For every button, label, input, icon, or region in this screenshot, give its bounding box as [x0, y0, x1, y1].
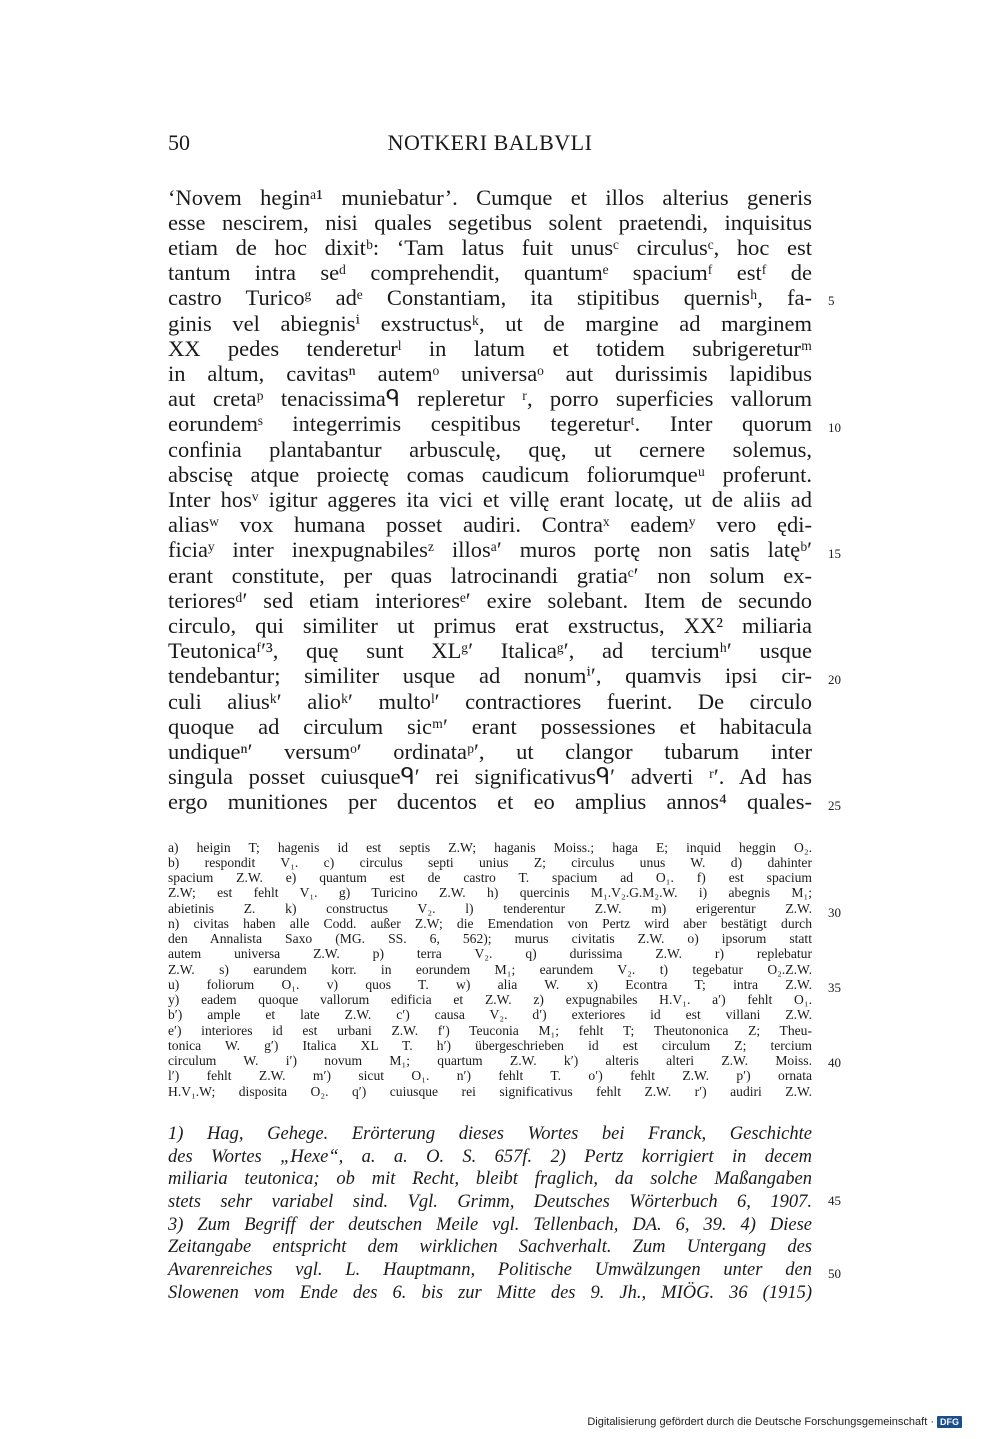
text-line: in altum, cavitasⁿ autemᵒ universaᵒ aut durissimis lapidibus: [168, 361, 812, 386]
apparatus-line: n) civitas haben alle Codd. außer Z.W; die Emendation von Pertz wird aber bestätigt durch: [168, 916, 812, 931]
line-number: 5: [828, 293, 835, 308]
text-line: abscisę atque proiectę comas caudicum foliorumqueᵘ proferunt.: [168, 462, 812, 487]
running-title: NOTKERI BALBVLI: [387, 130, 593, 155]
apparatus-line: den Annalista Saxo (MG. SS. 6, 562); murus civitatis Z.W. o) ipsorum statt: [168, 931, 812, 946]
apparatus-line: abietinis Z. k) constructus V₂. l) tenderentur Z.W. m) erigerentur Z.W.: [168, 901, 812, 916]
text-line: circulo, qui similiter ut primus erat exstructus, XX² miliaria: [168, 613, 812, 638]
text-line: singula posset cuiusqueᑫ′ rei significativusᑫ′ adverti ʳ′. Ad has: [168, 764, 812, 789]
text-line: tendebantur; similiter usque ad nonumⁱ′, quamvis ipsi cir-: [168, 663, 812, 688]
text-line: confinia plantabantur arbusculę, quę, ut cernere solemus,: [168, 437, 812, 462]
dfg-logo: DFG: [937, 1416, 962, 1428]
text-line: quoque ad circulum sicᵐ′ erant possessiones et habitacula: [168, 714, 812, 739]
apparatus-line: H.V₁.W; disposita O₂. q′) cuiusque rei significativus fehlt Z.W. r′) audiri Z.W.: [168, 1084, 812, 1099]
line-number: 35: [828, 980, 841, 995]
apparatus-line: l′) fehlt Z.W. m′) sicut O₁. n′) fehlt T. o′) fehlt Z.W. p′) ornata: [168, 1068, 812, 1083]
line-number: 25: [828, 798, 841, 813]
credit-text: Digitalisierung gefördert durch die Deutsche Forschungsgemeinschaft ·: [587, 1416, 934, 1428]
apparatus-line: circulum W. i′) novum M₁; quartum Z.W. k′) alteris alteri Z.W. Moiss.: [168, 1053, 812, 1068]
note-line: des Wortes „Hexe“, a. a. O. S. 657f. 2) Pertz korrigiert in decem: [168, 1146, 812, 1167]
apparatus-line: spacium Z.W. e) quantum est de castro T. spacium ad O₁. f) est spacium: [168, 870, 812, 885]
note-line: stets sehr variabel sind. Vgl. Grimm, Deutsches Wörterbuch 6, 1907.: [168, 1192, 812, 1213]
page-number: 50: [168, 130, 190, 155]
line-number: 30: [828, 905, 841, 920]
note-line: Avarenreiches vgl. L. Hauptmann, Politische Umwälzungen unter den: [168, 1260, 812, 1281]
text-line: undiqueⁿ′ versumᵒ′ ordinataᵖ′, ut clangor tubarum inter: [168, 739, 812, 764]
text-line: ergo munitiones per ducentos et eo amplius annos⁴ quales-: [168, 789, 812, 814]
text-line: XX pedes tendereturˡ in latum et totidem subrigereturᵐ: [168, 336, 812, 361]
text-line: esse nescirem, nisi quales segetibus solent praetendi, inquisitus: [168, 210, 812, 235]
line-number: 45: [828, 1193, 841, 1208]
apparatus-line: b) respondit V₁. c) circulus septi unius Z; circulus unus W. d) dahinter: [168, 855, 812, 870]
note-line: 3) Zum Begriff der deutschen Meile vgl. Tellenbach, DA. 6, 39. 4) Diese: [168, 1214, 812, 1235]
text-line: Inter hosᵛ igitur aggeres ita vici et villę erant locatę, ut de aliis ad: [168, 487, 812, 512]
commentary-notes: [168, 1123, 812, 1305]
apparatus-line: Z.W. s) earundem korr. in eorundem M₁; earundem V₂. t) tegebatur O₂.Z.W.: [168, 962, 812, 977]
apparatus-line: u) foliorum O₁. v) quos T. w) alia W. x) Econtra T; intra Z.W.: [168, 977, 812, 992]
note-line: 1) Hag, Gehege. Erörterung dieses Wortes bei Franck, Geschichte: [168, 1124, 812, 1144]
note-line: Slowenen vom Ende des 6. bis zur Mitte des 9. Jh., MIÖG. 36 (1915): [168, 1282, 812, 1303]
text-line: terioresᵈ′ sed etiam interioresᵉ′ exire solebant. Item de secundo: [168, 588, 812, 613]
note-line: miliaria teutonica; ob mit Recht, bleibt fraglich, da solche Maßangaben: [168, 1169, 812, 1190]
text-line: castro Turicoᵍ adᵉ Constantiam, ita stipitibus quernisʰ, fa-: [168, 285, 812, 310]
text-line: aliasʷ vox humana posset audiri. Contraˣ eademʸ vero ędi-: [168, 512, 812, 537]
apparatus-line: autem universa Z.W. p) terra V₂. q) durissima Z.W. r) replebatur: [168, 946, 812, 961]
text-line: etiam de hoc dixitᵇ: ‘Tam latus fuit unusᶜ circulusᶜ, hoc est: [168, 235, 812, 260]
text-line: tantum intra seᵈ comprehendit, quantumᵉ spaciumᶠ estᶠ de: [168, 260, 812, 285]
text-line: aut cretaᵖ tenacissimaᑫ repleretur ʳ, porro superficies vallorum: [168, 386, 812, 411]
line-number: 20: [828, 672, 841, 687]
page-header: [168, 130, 812, 160]
text-line: ginis vel abiegnisⁱ exstructusᵏ, ut de margine ad marginem: [168, 311, 812, 336]
line-number: 10: [828, 420, 841, 435]
line-number: 40: [828, 1055, 841, 1070]
text-line: culi aliusᵏ′ alioᵏ′ multoˡ′ contractiores fuerint. De circulo: [168, 689, 812, 714]
text-line: erant constitute, per quas latrocinandi gratiaᶜ′ non solum ex-: [168, 563, 812, 588]
apparatus-line: Z.W; est fehlt V₁. g) Turicino Z.W. h) quercinis M₁.V₂.G.M₂.W. i) abegnis M₁;: [168, 885, 812, 900]
apparatus-line: y) eadem quoque vallorum edificia et Z.W. z) expugnabiles H.V₁. a′) fehlt O₁.: [168, 992, 812, 1007]
apparatus-line: a) heigin T; hagenis id est septis Z.W; haganis Moiss.; haga E; inquid heggin O₂.: [168, 840, 812, 855]
text-line: ‘Novem heginᵃ¹ muniebatur’. Cumque et illos alterius generis: [168, 185, 812, 210]
note-line: Zeitangabe entspricht dem wirklichen Sachverhalt. Zum Untergang des: [168, 1237, 812, 1258]
text-line: ficiaʸ inter inexpugnabilesᶻ illosᵃ′ muros portę non satis latęᵇ′: [168, 537, 812, 562]
apparatus-line: tonica W. g′) Italica XL T. h′) übergeschrieben id est circulum Z; tercium: [168, 1038, 812, 1053]
line-number: 50: [828, 1266, 841, 1281]
text-line: Teutonicaᶠ′³, quę sunt XLᵍ′ Italicaᵍ′, ad terciumʰ′ usque: [168, 638, 812, 663]
line-number: 15: [828, 546, 841, 561]
digitization-credit: [587, 1416, 962, 1428]
text-line: eorundemˢ integerrimis cespitibus tegereturᵗ. Inter quorum: [168, 411, 812, 436]
apparatus-line: e′) interiores id est urbani Z.W. f′) Teuconia M₁; fehlt T; Theutononica Z; Theu-: [168, 1023, 812, 1038]
apparatus-line: b′) ample et late Z.W. c′) causa V₂. d′) exteriores id est villani Z.W.: [168, 1007, 812, 1022]
